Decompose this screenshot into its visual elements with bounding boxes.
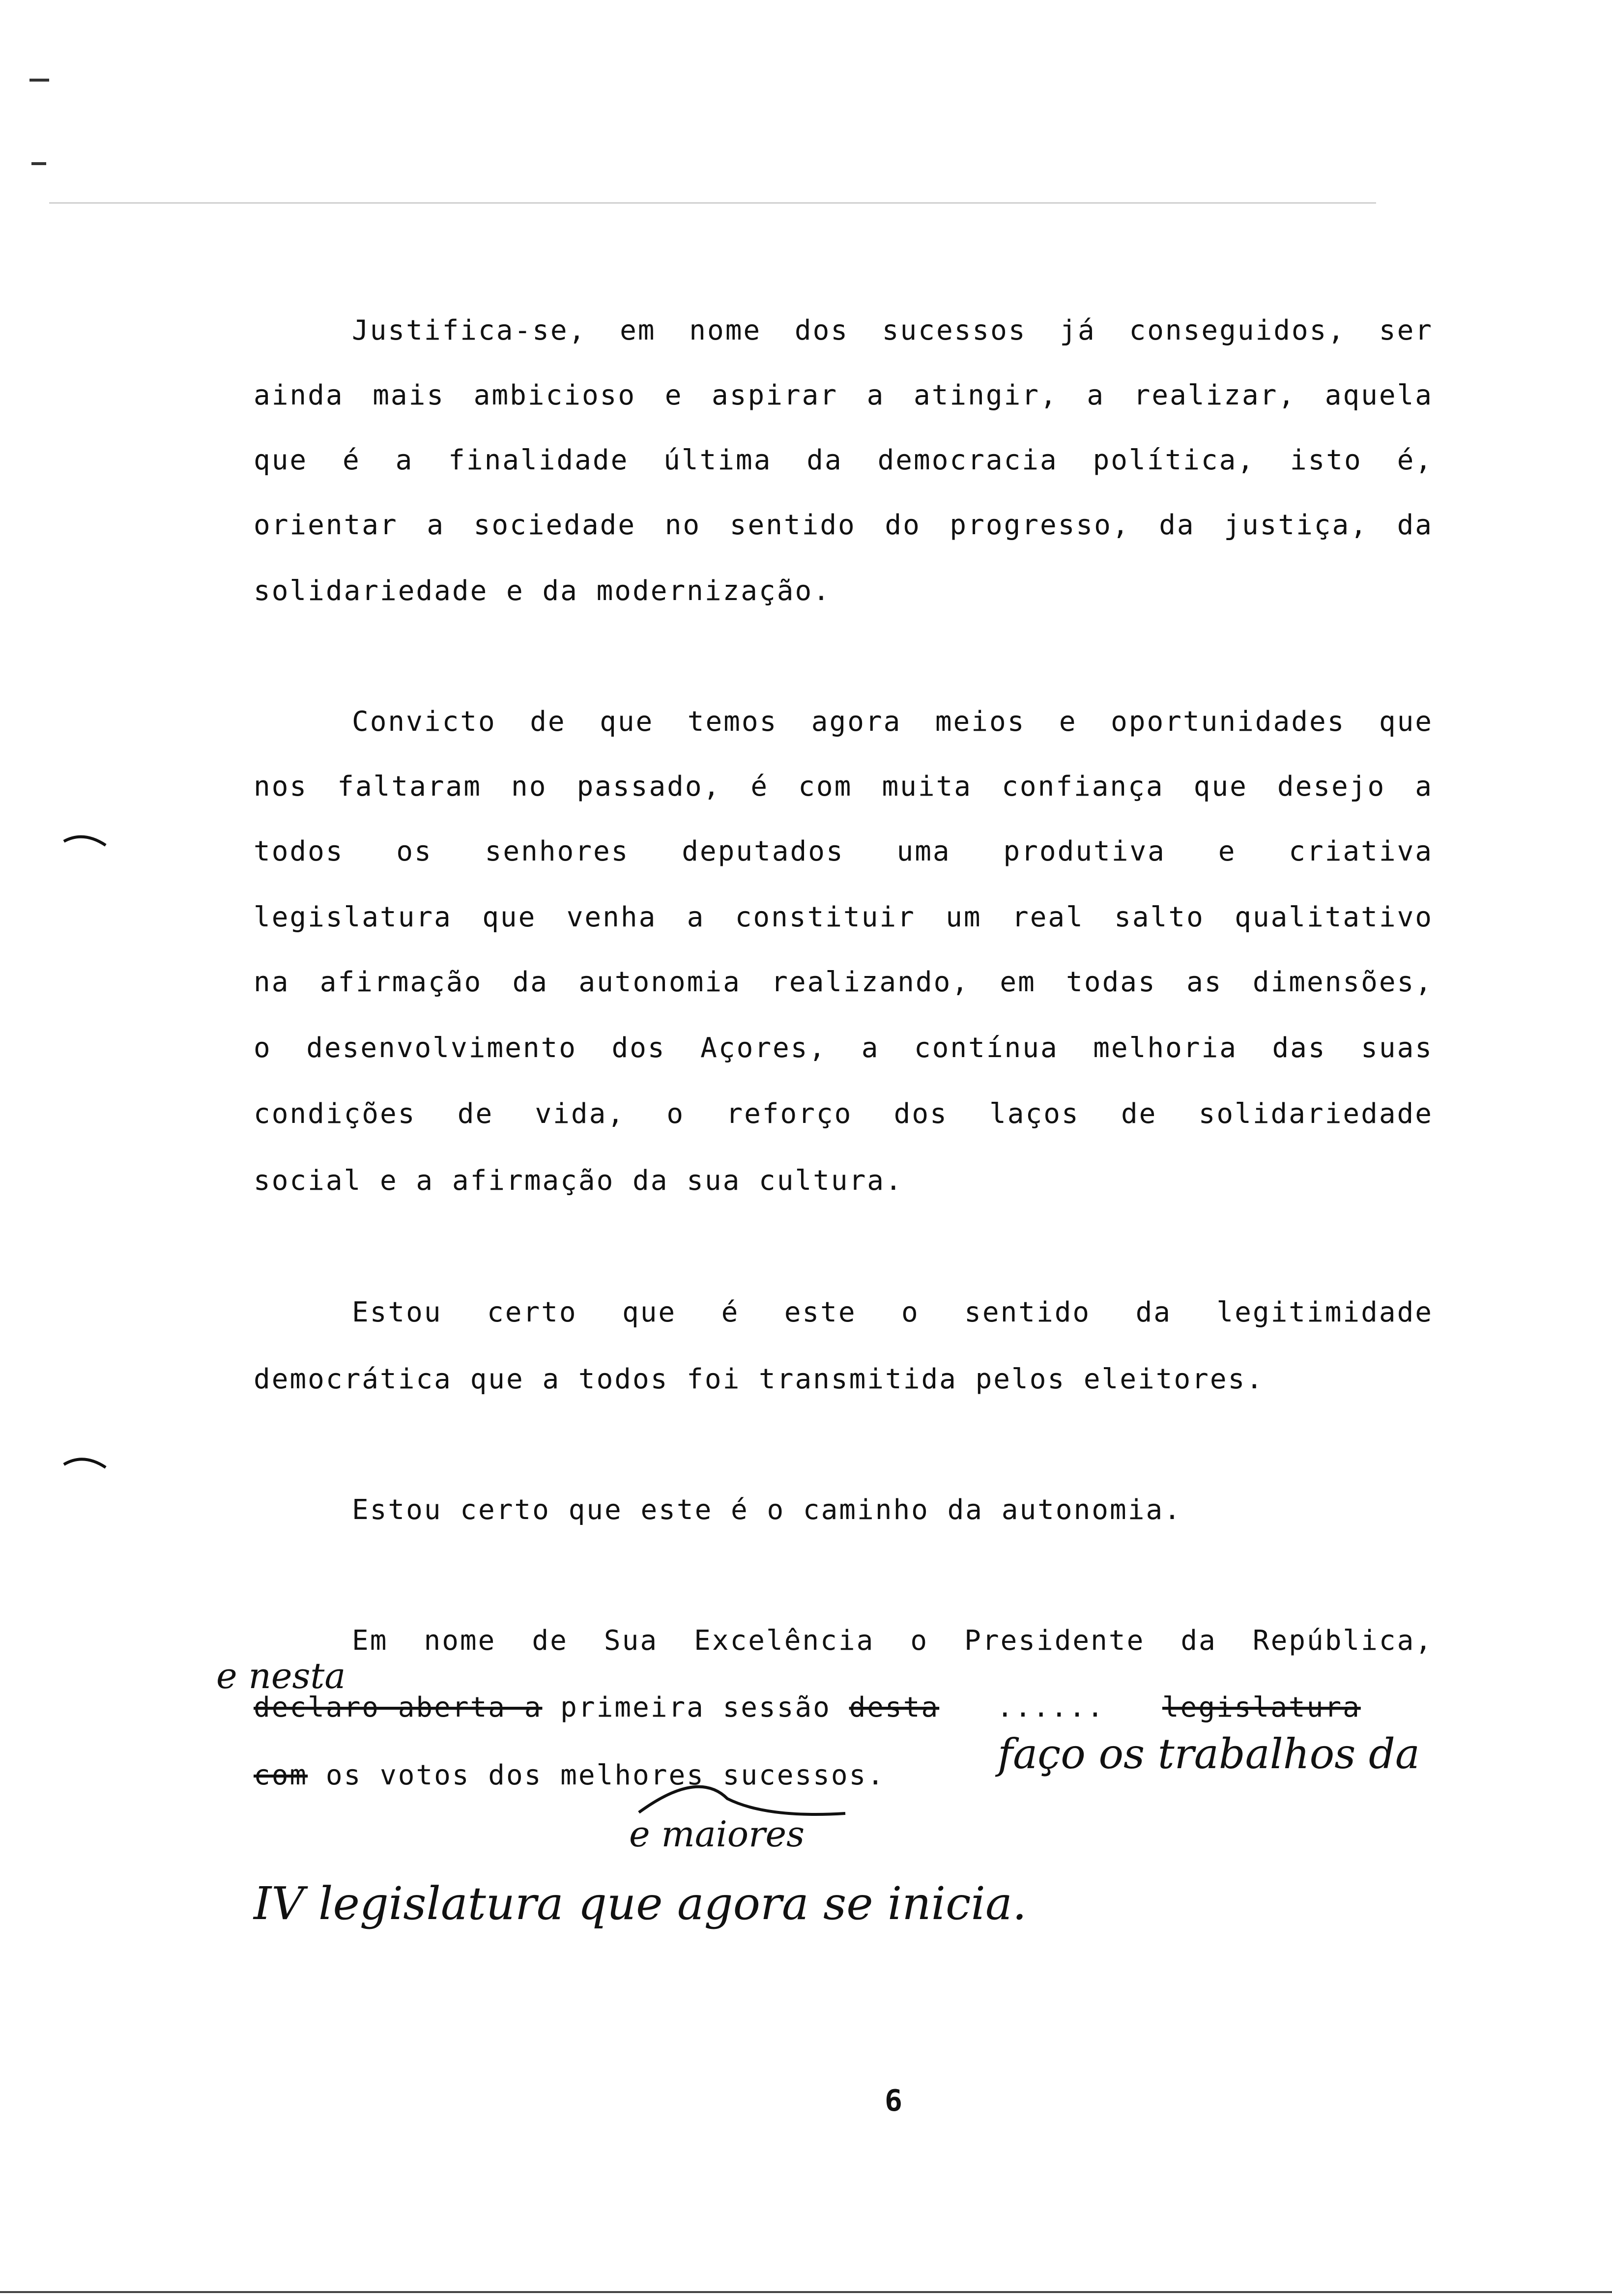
paragraph-fragment: sessão — [722, 1692, 831, 1723]
handwritten-insert: e nesta — [216, 1655, 346, 1696]
paragraph-line: ainda mais ambicioso e aspirar a atingir, a realizar, aquela — [254, 379, 1433, 411]
paragraph-line: social e a afirmação da sua cultura. — [254, 1165, 903, 1197]
insertion-caret-stroke — [639, 1787, 845, 1814]
paragraph-line: Estou certo que este é o caminho da autonomia. — [352, 1494, 1182, 1526]
paragraph-line: o desenvolvimento dos Açores, a contínua melhoria das suas — [254, 1032, 1433, 1064]
struck-text: legislatura — [1162, 1692, 1361, 1723]
struck-text: com — [254, 1759, 308, 1791]
paragraph-line: nos faltaram no passado, é com muita confiança que desejo a — [254, 771, 1433, 803]
paragraph-line: todos os senhores deputados uma produtiva e criativa — [254, 835, 1433, 867]
struck-text: declaro aberta a — [254, 1692, 543, 1723]
paragraph-line: na afirmação da autonomia realizando, em todas as dimensões, — [254, 966, 1433, 998]
handwritten-margin-note: faço os trabalhos da — [998, 1730, 1420, 1778]
handwritten-insert: e maiores — [629, 1813, 805, 1855]
margin-tick-stroke — [64, 837, 106, 845]
struck-text: desta — [849, 1692, 940, 1723]
paragraph-line: orientar a sociedade no sentido do progresso, da justiça, da — [254, 509, 1433, 541]
paragraph-line: Estou certo que é este o sentido da legitimidade — [352, 1296, 1433, 1328]
margin-tick-stroke — [64, 1459, 106, 1467]
paragraph-line: legislatura que venha a constituir um real salto qualitativo — [254, 901, 1433, 933]
paragraph-fragment: primeira — [542, 1692, 723, 1723]
paragraph-fragment: os votos dos melhores sucessos. — [325, 1759, 886, 1791]
handwritten-closing-line: IV legislatura que agora se inicia. — [254, 1877, 1027, 1930]
paragraph-line: Em nome de Sua Excelência o Presidente da República, — [352, 1625, 1433, 1657]
paragraph-line: que é a finalidade última da democracia política, isto é, — [254, 444, 1433, 476]
page-number: 6 — [885, 2084, 903, 2118]
paragraph-line: Justifica-se, em nome dos sucessos já conseguidos, ser — [352, 315, 1433, 346]
paragraph-line: condições de vida, o reforço dos laços de solidariedade — [254, 1098, 1433, 1130]
paragraph-line: democrática que a todos foi transmitida pelos eleitores. — [254, 1363, 1265, 1395]
paragraph-line: Convicto de que temos agora meios e oportunidades que — [352, 706, 1433, 738]
paragraph-line: solidariedade e da modernização. — [254, 575, 831, 607]
ellipsis: ...... — [996, 1692, 1105, 1723]
